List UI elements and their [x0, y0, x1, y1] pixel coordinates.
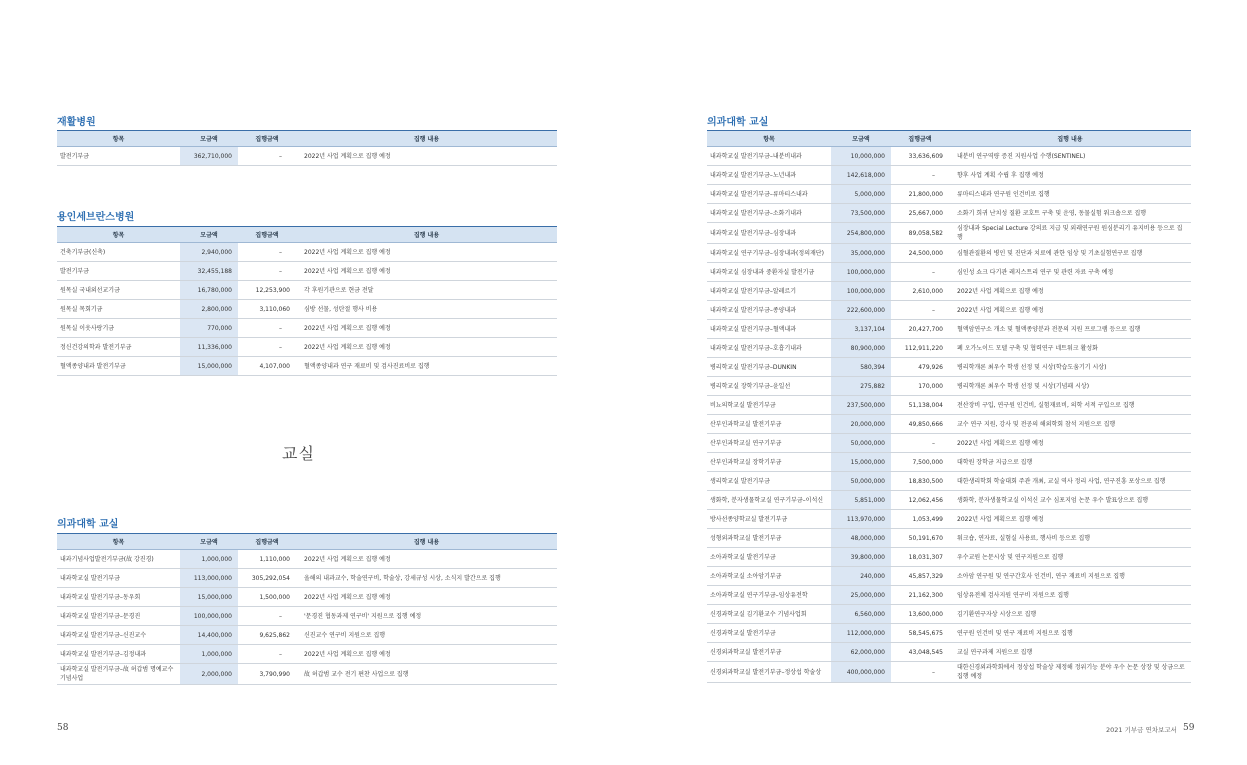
- cell-item: 내과학교실 발전기부금: [57, 569, 180, 588]
- cell-item: 발전기부금: [57, 262, 180, 281]
- cell-item: 소아과학교실 소아암기부금: [707, 567, 831, 586]
- cell-spent: 21,162,300: [891, 586, 949, 605]
- col-raised: 모금액: [180, 534, 238, 550]
- table-row: [707, 396, 1191, 415]
- cell-plan: 각 후원기관으로 현금 전달: [296, 281, 557, 300]
- cell-plan: 연구원 인건비 및 연구 재료비 지원으로 집행: [949, 624, 1191, 643]
- cell-raised: 73,500,000: [831, 204, 891, 223]
- cell-raised: 3,137,104: [831, 320, 891, 339]
- cell-item: 원목실 목회기금: [57, 300, 180, 319]
- col-item: 항목: [57, 227, 180, 243]
- cell-spent: –: [891, 662, 949, 683]
- cell-raised: 15,000,000: [180, 357, 238, 376]
- table-row: [707, 263, 1191, 282]
- cell-item: 신경외과학교실 발전기부금–정상섭 학술상: [707, 662, 831, 683]
- cell-plan: 심인성 쇼크 다기관 레지스트리 연구 및 관련 자료 구축 예정: [949, 263, 1191, 282]
- table-row: [707, 185, 1191, 204]
- table-row: [707, 223, 1191, 244]
- cell-item: 내과학교실 발전기부금–문경진: [57, 607, 180, 626]
- cell-item: 산부인과학교실 연구기부금: [707, 434, 831, 453]
- table-row: [707, 147, 1191, 166]
- cell-raised: 254,800,000: [831, 223, 891, 244]
- cell-raised: 1,000,000: [180, 550, 238, 569]
- cell-raised: 113,970,000: [831, 510, 891, 529]
- cell-raised: 25,000,000: [831, 586, 891, 605]
- cell-spent: 1,110,000: [238, 550, 296, 569]
- col-plan: 집행 내용: [296, 131, 557, 147]
- cell-spent: 24,500,000: [891, 244, 949, 263]
- cell-plan: 2022년 사업 계획으로 집행 예정: [949, 282, 1191, 301]
- table-row: [707, 358, 1191, 377]
- table-row: [707, 491, 1191, 510]
- cell-plan: 대학원 장학금 지급으로 집행: [949, 453, 1191, 472]
- table-row: [707, 472, 1191, 491]
- cell-plan: 2022년 사업 계획으로 집행 예정: [296, 262, 557, 281]
- cell-spent: –: [238, 262, 296, 281]
- table-row: [57, 147, 557, 166]
- cell-plan: 향후 사업 계획 수립 후 집행 예정: [949, 166, 1191, 185]
- right-medical-table: [707, 130, 1191, 683]
- left-medical-table: [57, 533, 557, 685]
- cell-raised: 5,000,000: [831, 185, 891, 204]
- cell-item: 신경과학교실 발전기부금: [707, 624, 831, 643]
- cell-raised: 580,394: [831, 358, 891, 377]
- cell-spent: 45,857,329: [891, 567, 949, 586]
- cell-item: 방사선종양학교실 발전기부금: [707, 510, 831, 529]
- cell-raised: 48,000,000: [831, 529, 891, 548]
- cell-item: 산부인과학교실 장학기부금: [707, 453, 831, 472]
- cell-raised: 39,800,000: [831, 548, 891, 567]
- cell-raised: 35,000,000: [831, 244, 891, 263]
- cell-spent: 4,107,000: [238, 357, 296, 376]
- cell-raised: 2,000,000: [180, 664, 238, 685]
- cell-plan: 2022년 사업 계획으로 집행 예정: [949, 301, 1191, 320]
- cell-item: 혈액종양내과 발전기부금: [57, 357, 180, 376]
- table-row: [707, 453, 1191, 472]
- cell-spent: –: [891, 301, 949, 320]
- section-big-title: 교실: [282, 444, 315, 463]
- cell-plan: 2022년 사업 계획으로 집행 예정: [296, 243, 557, 262]
- cell-plan: 소화기 희귀 난치성 질환 코호트 구축 및 운영, 동물실험 워크숍으로 집행: [949, 204, 1191, 223]
- cell-item: 내과학교실 발전기부금–종양내과: [707, 301, 831, 320]
- cell-spent: 1,053,499: [891, 510, 949, 529]
- cell-raised: 222,600,000: [831, 301, 891, 320]
- cell-item: 내과학교실 발전기부금–심장내과: [707, 223, 831, 244]
- cell-spent: 51,138,004: [891, 396, 949, 415]
- cell-raised: 50,000,000: [831, 472, 891, 491]
- cell-plan: 병리학개론 최우수 학생 선정 및 시상(학습도움기기 시상): [949, 358, 1191, 377]
- cell-item: 내과학교실 발전기부금–류마티스내과: [707, 185, 831, 204]
- cell-spent: 13,600,000: [891, 605, 949, 624]
- rehab-table: [57, 130, 557, 166]
- cell-raised: 50,000,000: [831, 434, 891, 453]
- cell-raised: 11,336,000: [180, 338, 238, 357]
- cell-item: 소아과학교실 연구기부금–임상유전학: [707, 586, 831, 605]
- cell-raised: 5,851,000: [831, 491, 891, 510]
- col-raised: 모금액: [180, 227, 238, 243]
- cell-raised: 1,000,000: [180, 645, 238, 664]
- cell-plan: 2022년 사업 계획으로 집행 예정: [296, 147, 557, 166]
- table-row: [707, 434, 1191, 453]
- cell-plan: 2022년 사업 계획으로 집행 예정: [296, 319, 557, 338]
- cell-plan: 내분비 연구역량 증진 지원사업 수행(SENTINEL): [949, 147, 1191, 166]
- cell-plan: 2022년 사업 계획으로 집행 예정: [296, 550, 557, 569]
- yongin-table: [57, 226, 557, 376]
- cell-plan: 2022년 사업 계획으로 집행 예정: [296, 588, 557, 607]
- cell-plan: 2022년 사업 계획으로 집행 예정: [296, 645, 557, 664]
- cell-raised: 100,000,000: [180, 607, 238, 626]
- cell-raised: 80,900,000: [831, 339, 891, 358]
- col-plan: 집행 내용: [296, 534, 557, 550]
- cell-spent: 50,191,670: [891, 529, 949, 548]
- table-row: [707, 567, 1191, 586]
- cell-raised: 362,710,000: [180, 147, 238, 166]
- cell-plan: 신진교수 연구비 지원으로 집행: [296, 626, 557, 645]
- cell-item: 내과학교실 연구기부금–심장내과(정의재단): [707, 244, 831, 263]
- cell-item: 내과학교실 발전기부금–알레르기: [707, 282, 831, 301]
- yongin-title: 용인세브란스병원: [57, 212, 135, 223]
- table-row: [707, 204, 1191, 223]
- cell-item: 내과학교실 발전기부금–혈액내과: [707, 320, 831, 339]
- cell-spent: 89,058,582: [891, 223, 949, 244]
- cell-spent: 305,292,054: [238, 569, 296, 588]
- cell-spent: 170,000: [891, 377, 949, 396]
- left-page: [0, 0, 620, 765]
- table-row: [707, 662, 1191, 683]
- table-row: [57, 300, 557, 319]
- cell-spent: 18,031,307: [891, 548, 949, 567]
- cell-spent: 3,790,990: [238, 664, 296, 685]
- col-plan: 집행 내용: [296, 227, 557, 243]
- cell-plan: 혈액종양내과 연구 재료비 및 검사진료비로 집행: [296, 357, 557, 376]
- right-medical-title: 의과대학 교실: [707, 117, 769, 128]
- cell-item: 소아과학교실 발전기부금: [707, 548, 831, 567]
- table-row: [57, 569, 557, 588]
- cell-plan: 교수 연구 지원, 강사 및 전공의 해외학회 참석 지원으로 집행: [949, 415, 1191, 434]
- cell-item: 생리학교실 발전기부금: [707, 472, 831, 491]
- col-spent: 집행금액: [238, 534, 296, 550]
- cell-plan: 류마티스내과 연구원 인건비로 집행: [949, 185, 1191, 204]
- table-row: [707, 643, 1191, 662]
- cell-item: 원목실 국내외선교기금: [57, 281, 180, 300]
- table-row: [57, 338, 557, 357]
- cell-plan: 김기환연구자상 시상으로 집행: [949, 605, 1191, 624]
- cell-plan: 2022년 사업 계획으로 집행 예정: [949, 434, 1191, 453]
- cell-spent: –: [891, 434, 949, 453]
- table-row: [707, 548, 1191, 567]
- table-row: [707, 244, 1191, 263]
- table-row: [57, 645, 557, 664]
- cell-plan: 폐 오가노이드 모델 구축 및 협력연구 네트워크 활성화: [949, 339, 1191, 358]
- table-row: [57, 357, 557, 376]
- cell-spent: 3,110,060: [238, 300, 296, 319]
- table-row: [707, 339, 1191, 358]
- page-number-left: 58: [57, 723, 69, 733]
- cell-raised: 2,940,000: [180, 243, 238, 262]
- cell-spent: 7,500,000: [891, 453, 949, 472]
- cell-plan: 우수교원 논문시상 및 연구지원으로 집행: [949, 548, 1191, 567]
- table-row: [707, 415, 1191, 434]
- cell-spent: –: [238, 319, 296, 338]
- table-row: [707, 301, 1191, 320]
- cell-item: 정신건강의학과 발전기부금: [57, 338, 180, 357]
- cell-plan: 워크숍, 연자료, 실험실 사용료, 행사비 등으로 집행: [949, 529, 1191, 548]
- cell-plan: 故 허갑범 교수 전기 편찬 사업으로 집행: [296, 664, 557, 685]
- table-row: [707, 624, 1191, 643]
- cell-item: 내과학교실 심장내과 중환자실 발전기금: [707, 263, 831, 282]
- table-row: [707, 377, 1191, 396]
- cell-raised: 62,000,000: [831, 643, 891, 662]
- cell-raised: 240,000: [831, 567, 891, 586]
- cell-item: 발전기부금: [57, 147, 180, 166]
- table-row: [57, 664, 557, 685]
- cell-item: 내과학교실 발전기부금–신진교수: [57, 626, 180, 645]
- table-row: [57, 243, 557, 262]
- cell-spent: 21,800,000: [891, 185, 949, 204]
- cell-raised: 100,000,000: [831, 282, 891, 301]
- cell-spent: 43,048,545: [891, 643, 949, 662]
- page-number-right: 59: [1183, 723, 1195, 733]
- cell-item: 생화학, 분자생물학교실 연구기부금–이석신: [707, 491, 831, 510]
- cell-item: 내과학교실 발전기부금–동우회: [57, 588, 180, 607]
- cell-plan: 생화학, 분자생물학교실 이석신 교수 심포지엄 논문 우수 발표상으로 집행: [949, 491, 1191, 510]
- cell-raised: 15,000,000: [831, 453, 891, 472]
- cell-item: 비뇨의학교실 발전기부금: [707, 396, 831, 415]
- cell-spent: –: [238, 338, 296, 357]
- cell-plan: 교실 연구과제 지원으로 집행: [949, 643, 1191, 662]
- cell-plan: 2022년 사업 계획으로 집행 예정: [296, 338, 557, 357]
- cell-spent: 9,625,862: [238, 626, 296, 645]
- cell-raised: 770,000: [180, 319, 238, 338]
- cell-plan: 병리학개론 최우수 학생 선정 및 시상(기념패 시상): [949, 377, 1191, 396]
- col-item: 항목: [57, 534, 180, 550]
- cell-raised: 113,000,000: [180, 569, 238, 588]
- table-row: [57, 588, 557, 607]
- cell-raised: 16,780,000: [180, 281, 238, 300]
- cell-raised: 142,618,000: [831, 166, 891, 185]
- cell-raised: 100,000,000: [831, 263, 891, 282]
- cell-raised: 15,000,000: [180, 588, 238, 607]
- cell-item: 신경외과학교실 발전기부금: [707, 643, 831, 662]
- cell-spent: 1,500,000: [238, 588, 296, 607]
- cell-spent: 479,926: [891, 358, 949, 377]
- cell-plan: 임상유전체 검사지원 연구비 지원으로 집행: [949, 586, 1191, 605]
- cell-plan: 소아암 연구원 및 연구간호사 인건비, 연구 재료비 지원으로 집행: [949, 567, 1191, 586]
- cell-item: 내과학교실 발전기부금–김정내과: [57, 645, 180, 664]
- cell-plan: 대한생리학회 학술대회 주관 개최, 교실 역사 정리 사업, 연구진흥 포상으로 집행: [949, 472, 1191, 491]
- cell-item: 내과학교실 발전기부금–故 허갑범 명예교수 기념사업: [57, 664, 180, 685]
- col-item: 항목: [57, 131, 180, 147]
- cell-plan: 심방 선물, 성탄절 행사 비용: [296, 300, 557, 319]
- cell-spent: –: [238, 645, 296, 664]
- col-spent: 집행금액: [238, 131, 296, 147]
- table-row: [707, 586, 1191, 605]
- cell-item: 병리학교실 발전기부금–DUNKIN: [707, 358, 831, 377]
- cell-raised: 10,000,000: [831, 147, 891, 166]
- table-row: [57, 319, 557, 338]
- cell-spent: –: [238, 243, 296, 262]
- cell-raised: 275,882: [831, 377, 891, 396]
- cell-plan: '문경진 협동과제 연구비' 지원으로 집행 예정: [296, 607, 557, 626]
- cell-item: 내과학교실 발전기부금–소화기내과: [707, 204, 831, 223]
- cell-item: 성형외과학교실 발전기부금: [707, 529, 831, 548]
- cell-spent: 12,062,456: [891, 491, 949, 510]
- cell-item: 내과기념사업발전기부금(故 강진경): [57, 550, 180, 569]
- col-spent: 집행금액: [238, 227, 296, 243]
- cell-spent: 12,253,900: [238, 281, 296, 300]
- cell-raised: 2,800,000: [180, 300, 238, 319]
- cell-item: 산부인과학교실 발전기부금: [707, 415, 831, 434]
- table-row: [707, 529, 1191, 548]
- rehab-title: 재활병원: [57, 117, 96, 128]
- cell-spent: 112,911,220: [891, 339, 949, 358]
- table-row: [57, 550, 557, 569]
- cell-spent: 58,545,675: [891, 624, 949, 643]
- table-row: [707, 605, 1191, 624]
- cell-spent: 33,636,609: [891, 147, 949, 166]
- cell-spent: 18,830,500: [891, 472, 949, 491]
- table-row: [57, 626, 557, 645]
- col-item: 항목: [707, 131, 831, 147]
- cell-plan: 올해의 내과교수, 학술연구비, 학술상, 강세규성 시상, 소식지 발간으로 집행: [296, 569, 557, 588]
- cell-item: 내과학교실 발전기부금–노년내과: [707, 166, 831, 185]
- cell-item: 내과학교실 발전기부금–내분비내과: [707, 147, 831, 166]
- cell-plan: 혈액암연구소 개소 및 혈액종양분과 전문의 지원 프로그램 등으로 집행: [949, 320, 1191, 339]
- cell-raised: 6,560,000: [831, 605, 891, 624]
- cell-item: 병리학교실 장학기부금–윤일선: [707, 377, 831, 396]
- cell-spent: –: [891, 263, 949, 282]
- cell-plan: 심혈관질환의 병인 및 진단과 치료에 관한 임상 및 기초실험연구로 집행: [949, 244, 1191, 263]
- cell-item: 내과학교실 발전기부금–호흡기내과: [707, 339, 831, 358]
- cell-spent: 49,850,666: [891, 415, 949, 434]
- table-row: [707, 282, 1191, 301]
- cell-spent: 25,667,000: [891, 204, 949, 223]
- cell-plan: 심장내과 Special Lecture 강의료 지급 및 외래연구원 원심분리기 유지비용 등으로 집행: [949, 223, 1191, 244]
- cell-raised: 400,000,000: [831, 662, 891, 683]
- cell-spent: –: [891, 166, 949, 185]
- cell-item: 신경과학교실 김기환교수 기념사업회: [707, 605, 831, 624]
- cell-plan: 2022년 사업 계획으로 집행 예정: [949, 510, 1191, 529]
- cell-raised: 237,500,000: [831, 396, 891, 415]
- table-row: [707, 320, 1191, 339]
- col-raised: 모금액: [180, 131, 238, 147]
- cell-spent: 2,610,000: [891, 282, 949, 301]
- cell-raised: 32,455,188: [180, 262, 238, 281]
- right-page: [620, 0, 1247, 765]
- report-footer: 2021 기부금 연차보고서: [1106, 726, 1177, 734]
- col-spent: 집행금액: [891, 131, 949, 147]
- cell-spent: –: [238, 147, 296, 166]
- cell-raised: 112,000,000: [831, 624, 891, 643]
- cell-plan: 전산장비 구입, 연구원 인건비, 실험재료비, 의학 서적 구입으로 집행: [949, 396, 1191, 415]
- col-raised: 모금액: [831, 131, 891, 147]
- left-medical-title: 의과대학 교실: [57, 519, 119, 530]
- cell-item: 원목실 이웃사랑기금: [57, 319, 180, 338]
- cell-raised: 20,000,000: [831, 415, 891, 434]
- table-row: [707, 166, 1191, 185]
- cell-plan: 대한신경외과학회에서 정상섭 학술상 제정해 정위기능 분야 우수 논문 상장 및 상금으로 집행 예정: [949, 662, 1191, 683]
- table-row: [57, 262, 557, 281]
- cell-spent: 20,427,700: [891, 320, 949, 339]
- table-row: [57, 607, 557, 626]
- table-row: [707, 510, 1191, 529]
- cell-spent: –: [238, 607, 296, 626]
- cell-item: 건축기부금(신축): [57, 243, 180, 262]
- cell-raised: 14,400,000: [180, 626, 238, 645]
- col-plan: 집행 내용: [949, 131, 1191, 147]
- table-row: [57, 281, 557, 300]
